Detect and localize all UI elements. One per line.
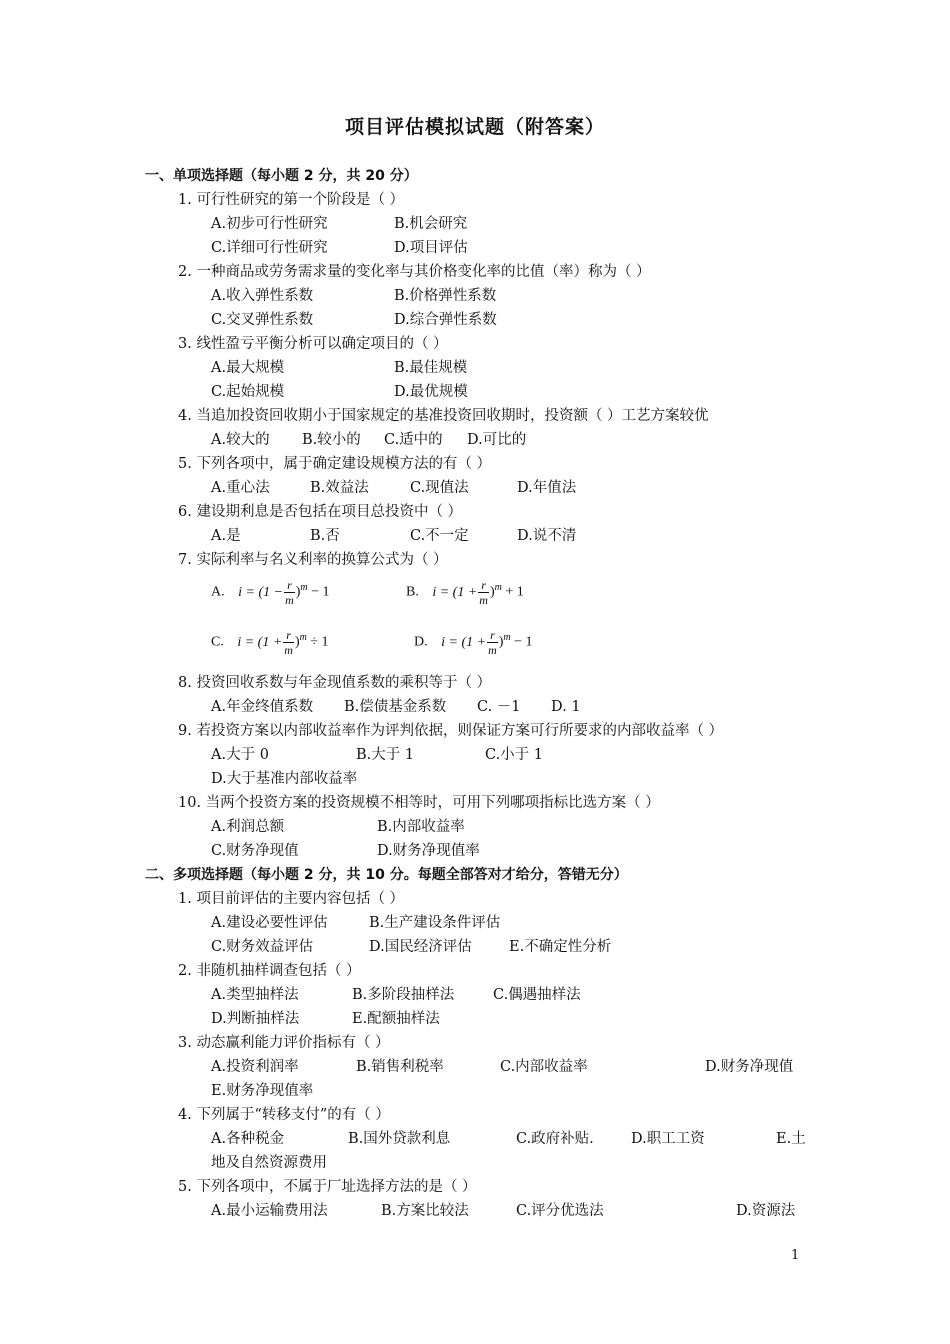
option-c: C. －1 xyxy=(477,699,521,715)
option-a: A.较大的 xyxy=(211,432,270,448)
option-a: A.是 xyxy=(211,528,241,544)
option-c: C.内部收益率 xyxy=(500,1059,588,1075)
option-b: B.否 xyxy=(310,528,340,544)
exponent: m xyxy=(299,632,307,644)
formula-close: ) xyxy=(295,584,301,600)
section-heading-multi: 二、多项选择题（每小题 2 分，共 10 分。每题全部答对才给分，答错无分） xyxy=(145,867,628,883)
question-stem: 1. 可行性研究的第一个阶段是（ ） xyxy=(178,192,405,208)
formula-tail: − 1 xyxy=(311,584,330,600)
question-stem: 3. 线性盈亏平衡分析可以确定项目的（ ） xyxy=(178,336,448,352)
option-b: B.国外贷款利息 xyxy=(348,1131,451,1147)
option-label: B. xyxy=(406,584,419,600)
option-b: B.最佳规模 xyxy=(394,360,468,376)
numerator: r xyxy=(284,578,295,593)
formula-tail: − 1 xyxy=(514,634,533,650)
option-a: A.收入弹性系数 xyxy=(211,288,314,304)
option-c: C.不一定 xyxy=(410,528,469,544)
denominator: m xyxy=(285,593,294,607)
option-c: C.现值法 xyxy=(410,480,469,496)
option-a: A.最小运输费用法 xyxy=(211,1203,328,1219)
question-stem: 2. 非随机抽样调查包括（ ） xyxy=(178,963,361,979)
question-stem: 7. 实际利率与名义利率的换算公式为（ ） xyxy=(178,552,448,568)
option-b: B.生产建设条件评估 xyxy=(369,915,501,931)
formula-option-d xyxy=(414,628,533,657)
question-stem: 4. 当追加投资回收期小于国家规定的基准投资回收期时，投资额（ ）工艺方案较优 xyxy=(178,408,709,424)
formula-close: ) xyxy=(489,584,495,600)
option-e: E.财务净现值率 xyxy=(211,1083,314,1099)
formula-lhs: i = (1 − xyxy=(238,584,284,600)
numerator: r xyxy=(478,578,489,593)
option-d: D.资源法 xyxy=(736,1203,796,1219)
option-a: A.类型抽样法 xyxy=(211,987,299,1003)
option-d: D.项目评估 xyxy=(394,240,468,256)
option-a: A.各种税金 xyxy=(211,1131,285,1147)
question-stem: 5. 下列各项中，属于确定建设规模方法的有（ ） xyxy=(178,456,492,472)
option-c: C.适中的 xyxy=(384,432,443,448)
option-b: B.大于 1 xyxy=(356,747,415,763)
question-stem: 3. 动态赢利能力评价指标有（ ） xyxy=(178,1035,390,1051)
option-a: A.利润总额 xyxy=(211,819,285,835)
formula-close: ) xyxy=(294,634,300,650)
option-b: B.较小的 xyxy=(302,432,361,448)
option-b: B.效益法 xyxy=(310,480,369,496)
option-a: A.投资利润率 xyxy=(211,1059,299,1075)
option-c: C.评分优选法 xyxy=(516,1203,604,1219)
option-d: D.国民经济评估 xyxy=(369,939,472,955)
option-c: C.小于 1 xyxy=(485,747,544,763)
option-c: C.政府补贴. xyxy=(516,1131,594,1147)
option-a: A.重心法 xyxy=(211,480,270,496)
option-d: D.综合弹性系数 xyxy=(394,312,497,328)
option-d: D.财务净现值率 xyxy=(377,843,480,859)
option-e-continued: 地及自然资源费用 xyxy=(211,1155,327,1171)
option-c: C.财务效益评估 xyxy=(211,939,314,955)
question-stem: 4. 下列属于“转移支付”的有（ ） xyxy=(178,1107,390,1123)
fraction xyxy=(283,628,294,657)
question-stem: 2. 一种商品或劳务需求量的变化率与其价格变化率的比值（率）称为（ ） xyxy=(178,264,651,280)
question-stem: 6. 建设期利息是否包括在项目总投资中（ ） xyxy=(178,504,463,520)
section-heading-single: 一、单项选择题（每小题 2 分，共 20 分） xyxy=(145,168,418,184)
option-a: A.大于 0 xyxy=(211,747,269,763)
option-a: A.建设必要性评估 xyxy=(211,915,328,931)
numerator: r xyxy=(487,628,498,643)
fraction xyxy=(487,628,498,657)
option-label: A. xyxy=(211,584,225,600)
option-label: D. xyxy=(414,634,428,650)
formula-lhs: i = (1 + xyxy=(432,584,478,600)
option-d: D.判断抽样法 xyxy=(211,1011,300,1027)
option-d: D.最优规模 xyxy=(394,384,468,400)
option-c: C.起始规模 xyxy=(211,384,285,400)
option-d: D.职工工资 xyxy=(631,1131,705,1147)
question-stem: 8. 投资回收系数与年金现值系数的乘积等于（ ） xyxy=(178,675,492,691)
formula-tail: + 1 xyxy=(505,584,524,600)
numerator: r xyxy=(283,628,294,643)
option-a: A.最大规模 xyxy=(211,360,285,376)
option-e: E.不确定性分析 xyxy=(509,939,612,955)
option-label: C. xyxy=(211,634,224,650)
option-b: B.内部收益率 xyxy=(377,819,465,835)
option-c: C.偶遇抽样法 xyxy=(493,987,581,1003)
exponent: m xyxy=(503,632,511,644)
option-d: D.说不清 xyxy=(517,528,577,544)
exponent: m xyxy=(494,582,502,594)
option-b: B.偿债基金系数 xyxy=(344,699,447,715)
option-d: D.财务净现值 xyxy=(705,1059,794,1075)
option-b: B.多阶段抽样法 xyxy=(352,987,455,1003)
denominator: m xyxy=(479,593,488,607)
option-d: D.可比的 xyxy=(467,432,527,448)
option-c: C.详细可行性研究 xyxy=(211,240,328,256)
formula-close: ) xyxy=(498,634,504,650)
option-d: D.大于基准内部收益率 xyxy=(211,771,358,787)
denominator: m xyxy=(488,643,497,657)
fraction xyxy=(478,578,489,607)
formula-option-b xyxy=(406,578,524,607)
question-stem: 1. 项目前评估的主要内容包括（ ） xyxy=(178,891,405,907)
option-b: B.销售利税率 xyxy=(356,1059,444,1075)
option-e: E.土 xyxy=(776,1131,806,1147)
option-d: D.年值法 xyxy=(517,480,577,496)
page-number: 1 xyxy=(791,1248,800,1263)
formula-option-a xyxy=(211,578,330,607)
option-a: A.初步可行性研究 xyxy=(211,216,328,232)
option-a: A.年金终值系数 xyxy=(211,699,314,715)
page-title: 项目评估模拟试题（附答案） xyxy=(344,116,605,138)
option-c: C.交叉弹性系数 xyxy=(211,312,314,328)
option-d: D. 1 xyxy=(551,699,581,715)
formula-tail: ÷ 1 xyxy=(310,634,329,650)
option-b: B.价格弹性系数 xyxy=(394,288,497,304)
option-b: B.机会研究 xyxy=(394,216,468,232)
formula-lhs: i = (1 + xyxy=(237,634,283,650)
fraction xyxy=(284,578,295,607)
formula-lhs: i = (1 + xyxy=(441,634,487,650)
question-stem: 10. 当两个投资方案的投资规模不相等时，可用下列哪项指标比选方案（ ） xyxy=(178,795,660,811)
question-stem: 5. 下列各项中，不属于厂址选择方法的是（ ） xyxy=(178,1179,477,1195)
exponent: m xyxy=(300,582,308,594)
option-e: E.配额抽样法 xyxy=(352,1011,440,1027)
option-b: B.方案比较法 xyxy=(381,1203,469,1219)
denominator: m xyxy=(284,643,293,657)
option-c: C.财务净现值 xyxy=(211,843,299,859)
question-stem: 9. 若投资方案以内部收益率作为评判依据，则保证方案可行所要求的内部收益率（ ） xyxy=(178,723,724,739)
formula-option-c xyxy=(211,628,329,657)
